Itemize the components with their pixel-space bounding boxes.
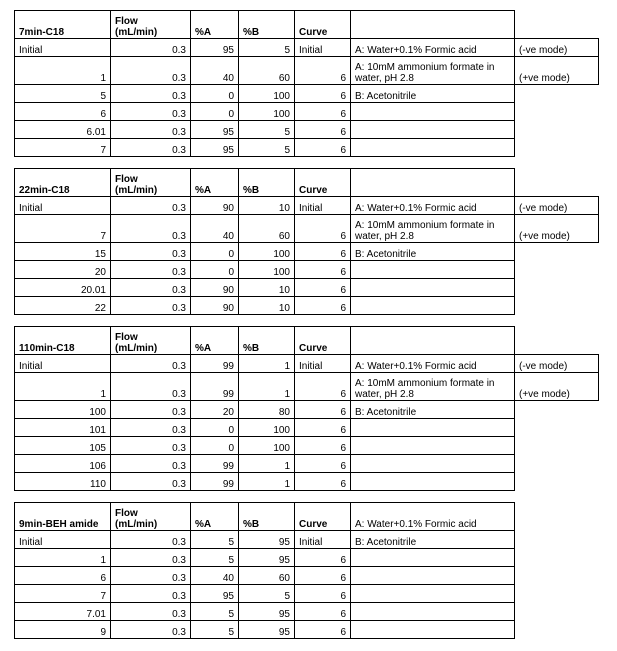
pct-b-cell: 10: [239, 279, 295, 297]
ion-mode-cell: [515, 621, 599, 639]
pct-a-header: %A: [191, 327, 239, 355]
curve-cell: 6: [295, 621, 351, 639]
curve-cell: 6: [295, 103, 351, 121]
time-cell: Initial: [15, 355, 111, 373]
curve-cell: 6: [295, 261, 351, 279]
mobile-phase-note: [351, 279, 515, 297]
ion-mode-cell: (+ve mode): [515, 57, 599, 85]
ion-mode-cell: (-ve mode): [515, 197, 599, 215]
mobile-phase-note: [351, 567, 515, 585]
mobile-phase-note: A: 10mM ammonium formate in water, pH 2.8: [351, 57, 515, 85]
mobile-phase-note: B: Acetonitrile: [351, 531, 515, 549]
pct-a-cell: 40: [191, 57, 239, 85]
table-row: [15, 243, 599, 261]
method-name: 7min-C18: [15, 11, 111, 39]
pct-b-cell: 60: [239, 567, 295, 585]
table-row: [15, 419, 599, 437]
ion-mode-cell: (+ve mode): [515, 373, 599, 401]
pct-b-cell: 95: [239, 531, 295, 549]
pct-b-cell: 100: [239, 437, 295, 455]
ion-mode-cell: [515, 401, 599, 419]
table-row: [15, 261, 599, 279]
pct-a-cell: 90: [191, 297, 239, 315]
curve-cell: 6: [295, 139, 351, 157]
pct-a-header: %A: [191, 503, 239, 531]
mobile-phase-note: [351, 139, 515, 157]
ion-mode-cell: (+ve mode): [515, 215, 599, 243]
table-header-row: [15, 11, 599, 39]
mobile-phase-note: [351, 455, 515, 473]
pct-b-cell: 95: [239, 549, 295, 567]
pct-a-cell: 40: [191, 567, 239, 585]
flow-cell: 0.3: [111, 621, 191, 639]
ion-mode-cell: [515, 103, 599, 121]
time-cell: 22: [15, 297, 111, 315]
mobile-phase-note: [351, 261, 515, 279]
flow-header: Flow (mL/min): [111, 503, 191, 531]
flow-cell: 0.3: [111, 419, 191, 437]
ion-mode-cell: (-ve mode): [515, 39, 599, 57]
curve-cell: Initial: [295, 39, 351, 57]
mobile-phase-note: A: Water+0.1% Formic acid: [351, 39, 515, 57]
table-row: [15, 297, 599, 315]
table-row: [15, 57, 599, 85]
flow-cell: 0.3: [111, 215, 191, 243]
curve-cell: 6: [295, 419, 351, 437]
time-cell: 9: [15, 621, 111, 639]
curve-cell: 6: [295, 437, 351, 455]
ion-mode-cell: [515, 585, 599, 603]
table-row: [15, 455, 599, 473]
time-cell: 1: [15, 549, 111, 567]
pct-a-cell: 95: [191, 585, 239, 603]
pct-b-cell: 100: [239, 243, 295, 261]
time-cell: 7.01: [15, 603, 111, 621]
curve-cell: 6: [295, 549, 351, 567]
curve-cell: 6: [295, 585, 351, 603]
curve-cell: Initial: [295, 355, 351, 373]
mobile-phase-note: [351, 419, 515, 437]
table-header-row: [15, 169, 599, 197]
flow-header: Flow (mL/min): [111, 169, 191, 197]
time-cell: 20.01: [15, 279, 111, 297]
time-cell: 7: [15, 139, 111, 157]
flow-cell: 0.3: [111, 261, 191, 279]
pct-a-cell: 0: [191, 419, 239, 437]
ion-mode-cell: (-ve mode): [515, 355, 599, 373]
table-row: [15, 567, 599, 585]
pct-a-cell: 90: [191, 197, 239, 215]
ion-mode-cell: [515, 279, 599, 297]
time-cell: 1: [15, 373, 111, 401]
pct-a-cell: 99: [191, 455, 239, 473]
method-name: 110min-C18: [15, 327, 111, 355]
mobile-phase-note: [351, 103, 515, 121]
time-cell: 5: [15, 85, 111, 103]
mobile-phase-note: [351, 585, 515, 603]
ion-mode-cell: [515, 603, 599, 621]
pct-a-cell: 5: [191, 621, 239, 639]
curve-cell: Initial: [295, 531, 351, 549]
mobile-phase-note-empty: [351, 169, 515, 197]
curve-header: Curve: [295, 11, 351, 39]
gradient-table: [14, 10, 599, 157]
time-cell: 6: [15, 567, 111, 585]
table-row: [15, 585, 599, 603]
ion-mode-cell: [515, 549, 599, 567]
ion-mode-cell: [515, 139, 599, 157]
pct-a-cell: 5: [191, 531, 239, 549]
flow-cell: 0.3: [111, 603, 191, 621]
ion-mode-cell: [515, 261, 599, 279]
pct-b-cell: 10: [239, 197, 295, 215]
time-cell: 101: [15, 419, 111, 437]
curve-cell: 6: [295, 473, 351, 491]
curve-header: Curve: [295, 327, 351, 355]
gradient-table: [14, 168, 599, 315]
table-row: [15, 549, 599, 567]
curve-cell: Initial: [295, 197, 351, 215]
table-row: [15, 103, 599, 121]
pct-b-cell: 5: [239, 121, 295, 139]
mobile-phase-note: [351, 121, 515, 139]
mobile-phase-note: [351, 473, 515, 491]
time-cell: 15: [15, 243, 111, 261]
time-cell: 106: [15, 455, 111, 473]
ion-mode-cell: [515, 531, 599, 549]
mobile-phase-note: A: Water+0.1% Formic acid: [351, 355, 515, 373]
curve-cell: 6: [295, 401, 351, 419]
pct-b-cell: 5: [239, 585, 295, 603]
mobile-phase-note: A: 10mM ammonium formate in water, pH 2.8: [351, 215, 515, 243]
flow-cell: 0.3: [111, 197, 191, 215]
table-row: [15, 39, 599, 57]
table-row: [15, 355, 599, 373]
curve-cell: 6: [295, 215, 351, 243]
flow-cell: 0.3: [111, 39, 191, 57]
pct-b-cell: 1: [239, 455, 295, 473]
mobile-phase-note-empty: [351, 327, 515, 355]
pct-b-cell: 1: [239, 373, 295, 401]
mobile-phase-note: [351, 549, 515, 567]
ion-mode-cell: [515, 455, 599, 473]
time-cell: 7: [15, 215, 111, 243]
table-row: [15, 373, 599, 401]
pct-b-cell: 100: [239, 261, 295, 279]
flow-cell: 0.3: [111, 531, 191, 549]
flow-cell: 0.3: [111, 297, 191, 315]
time-cell: 100: [15, 401, 111, 419]
pct-a-cell: 20: [191, 401, 239, 419]
time-cell: 105: [15, 437, 111, 455]
curve-cell: 6: [295, 121, 351, 139]
mobile-phase-note: A: Water+0.1% Formic acid: [351, 197, 515, 215]
pct-b-cell: 100: [239, 419, 295, 437]
pct-b-cell: 1: [239, 473, 295, 491]
curve-cell: 6: [295, 297, 351, 315]
pct-b-cell: 100: [239, 85, 295, 103]
table-row: [15, 85, 599, 103]
curve-cell: 6: [295, 455, 351, 473]
ion-mode-cell: [515, 297, 599, 315]
time-cell: Initial: [15, 531, 111, 549]
flow-cell: 0.3: [111, 139, 191, 157]
pct-a-cell: 95: [191, 139, 239, 157]
table-header-row: [15, 327, 599, 355]
curve-cell: 6: [295, 373, 351, 401]
flow-cell: 0.3: [111, 103, 191, 121]
time-cell: 6.01: [15, 121, 111, 139]
pct-b-cell: 10: [239, 297, 295, 315]
pct-b-cell: 60: [239, 215, 295, 243]
mobile-phase-note: B: Acetonitrile: [351, 85, 515, 103]
table-row: [15, 215, 599, 243]
mobile-phase-note: [351, 621, 515, 639]
method-name: 22min-C18: [15, 169, 111, 197]
pct-a-cell: 99: [191, 355, 239, 373]
time-cell: 1: [15, 57, 111, 85]
ion-mode-cell: [515, 437, 599, 455]
ion-mode-cell: [515, 243, 599, 261]
pct-a-cell: 95: [191, 39, 239, 57]
pct-b-cell: 95: [239, 603, 295, 621]
pct-b-header: %B: [239, 11, 295, 39]
table-row: [15, 603, 599, 621]
pct-b-cell: 95: [239, 621, 295, 639]
pct-a-cell: 0: [191, 261, 239, 279]
flow-cell: 0.3: [111, 355, 191, 373]
table-row: [15, 473, 599, 491]
curve-cell: 6: [295, 567, 351, 585]
flow-cell: 0.3: [111, 85, 191, 103]
pct-a-cell: 5: [191, 549, 239, 567]
gradient-table: [14, 502, 599, 639]
pct-a-cell: 0: [191, 103, 239, 121]
pct-a-header: %A: [191, 11, 239, 39]
pct-a-cell: 95: [191, 121, 239, 139]
flow-cell: 0.3: [111, 567, 191, 585]
curve-header: Curve: [295, 503, 351, 531]
mode-empty: [515, 327, 599, 355]
flow-cell: 0.3: [111, 57, 191, 85]
table-row: [15, 279, 599, 297]
mode-empty: [515, 503, 599, 531]
mode-empty: [515, 11, 599, 39]
flow-header: Flow (mL/min): [111, 327, 191, 355]
time-cell: 20: [15, 261, 111, 279]
time-cell: 110: [15, 473, 111, 491]
time-cell: 7: [15, 585, 111, 603]
pct-a-cell: 99: [191, 473, 239, 491]
table-row: [15, 197, 599, 215]
curve-header: Curve: [295, 169, 351, 197]
mode-empty: [515, 169, 599, 197]
pct-b-cell: 80: [239, 401, 295, 419]
curve-cell: 6: [295, 603, 351, 621]
pct-b-cell: 5: [239, 139, 295, 157]
pct-b-header: %B: [239, 169, 295, 197]
pct-b-cell: 5: [239, 39, 295, 57]
mobile-phase-note: B: Acetonitrile: [351, 401, 515, 419]
table-row: [15, 437, 599, 455]
pct-a-cell: 40: [191, 215, 239, 243]
pct-a-cell: 90: [191, 279, 239, 297]
pct-a-cell: 5: [191, 603, 239, 621]
table-row: [15, 139, 599, 157]
curve-cell: 6: [295, 85, 351, 103]
method-name: 9min-BEH amide: [15, 503, 111, 531]
mobile-phase-note: [351, 297, 515, 315]
curve-cell: 6: [295, 57, 351, 85]
pct-b-cell: 100: [239, 103, 295, 121]
mobile-phase-note: [351, 603, 515, 621]
pct-a-cell: 0: [191, 437, 239, 455]
ion-mode-cell: [515, 85, 599, 103]
table-row: [15, 531, 599, 549]
mobile-phase-note: B: Acetonitrile: [351, 243, 515, 261]
mobile-phase-note: A: 10mM ammonium formate in water, pH 2.8: [351, 373, 515, 401]
pct-a-cell: 0: [191, 243, 239, 261]
flow-cell: 0.3: [111, 549, 191, 567]
ion-mode-cell: [515, 473, 599, 491]
time-cell: Initial: [15, 39, 111, 57]
flow-cell: 0.3: [111, 401, 191, 419]
ion-mode-cell: [515, 419, 599, 437]
gradient-table: [14, 326, 599, 491]
table-row: [15, 121, 599, 139]
ion-mode-cell: [515, 121, 599, 139]
mobile-phase-note-empty: [351, 11, 515, 39]
flow-cell: 0.3: [111, 437, 191, 455]
curve-cell: 6: [295, 279, 351, 297]
pct-b-header: %B: [239, 503, 295, 531]
table-row: [15, 621, 599, 639]
mobile-phase-note: A: Water+0.1% Formic acid: [351, 503, 515, 531]
pct-b-header: %B: [239, 327, 295, 355]
flow-cell: 0.3: [111, 373, 191, 401]
flow-cell: 0.3: [111, 455, 191, 473]
pct-b-cell: 60: [239, 57, 295, 85]
pct-a-header: %A: [191, 169, 239, 197]
pct-a-cell: 99: [191, 373, 239, 401]
table-row: [15, 401, 599, 419]
curve-cell: 6: [295, 243, 351, 261]
time-cell: Initial: [15, 197, 111, 215]
mobile-phase-note: [351, 437, 515, 455]
flow-header: Flow (mL/min): [111, 11, 191, 39]
flow-cell: 0.3: [111, 473, 191, 491]
flow-cell: 0.3: [111, 243, 191, 261]
pct-a-cell: 0: [191, 85, 239, 103]
flow-cell: 0.3: [111, 279, 191, 297]
flow-cell: 0.3: [111, 585, 191, 603]
flow-cell: 0.3: [111, 121, 191, 139]
table-header-row: [15, 503, 599, 531]
ion-mode-cell: [515, 567, 599, 585]
pct-b-cell: 1: [239, 355, 295, 373]
time-cell: 6: [15, 103, 111, 121]
